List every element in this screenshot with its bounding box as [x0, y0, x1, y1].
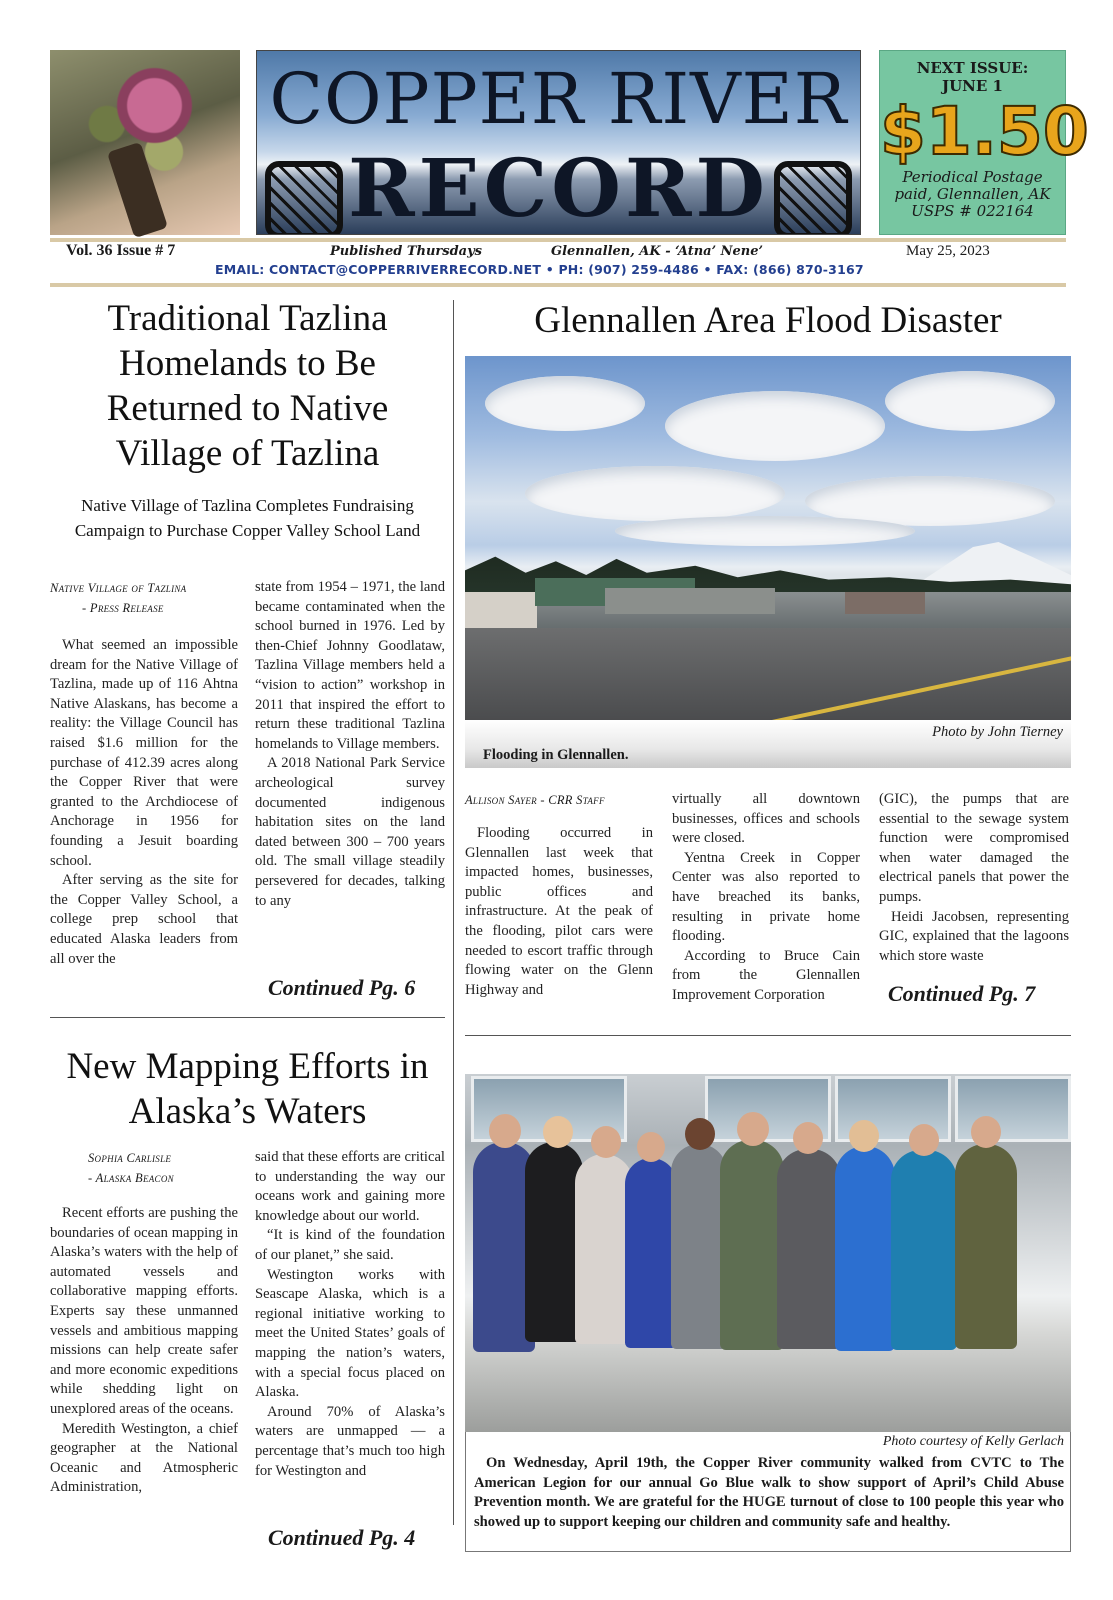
paragraph: virtually all downtown businesses, offices and schools were closed. [672, 791, 860, 847]
paragraph: Around 70% of Alaska’s waters are unmapped — a percentage that’s much too high for Westington and [255, 1403, 445, 1479]
mapping-column-1 [50, 1148, 238, 1498]
postage-line-1: Periodical Postage [902, 168, 1043, 186]
flood-column-2 [672, 790, 860, 1006]
mapping-byline-author: Sophia Carlisle [88, 1151, 172, 1165]
flood-photo-caption: Flooding in Glennallen. [483, 747, 629, 763]
paragraph: Meredith Westington, a chief geographer at the National Oceanic and Atmospheric Administration, [50, 1420, 238, 1496]
paragraph: A 2018 National Park Service archeological survey documented indigenous habitation sites on the land dated between 300 – 700 years old. The small village steadily persevered for decades, talking to any [255, 755, 445, 909]
tazlina-byline-author: Native Village of Tazlina [50, 581, 187, 595]
go-blue-caption-box [465, 1432, 1071, 1552]
paragraph: “It is kind of the foundation of our planet,” she said. [255, 1227, 445, 1263]
publication-schedule: Published Thursdays [330, 244, 482, 259]
flood-column-1 [465, 790, 653, 1000]
issue-price: $1.50 [880, 93, 1089, 170]
paragraph: Yentna Creek in Copper Center was also reported to have breached its banks, resulting in private home flooding. [672, 849, 860, 945]
column-divider [453, 300, 454, 1525]
postage-line-3: USPS # 022164 [911, 202, 1034, 220]
flood-byline: Allison Sayer - CRR Staff [465, 793, 605, 807]
contact-line[interactable]: EMAIL: CONTACT@COPPERRIVERRECORD.NET • PH: (907) 259-4486 • FAX: (866) 870-3167 [215, 262, 864, 277]
paragraph: Westington works with Seascape Alaska, which is a regional initiative working to meet the United States’ goals of mapping the nation’s waters, with a special focus placed on Alaska. [255, 1266, 445, 1401]
paragraph: Recent efforts are pushing the boundaries of ocean mapping in Alaska’s waters with the help of automated vessels and collaborative mapping efforts. Experts say these unmanned vessels and ambitious mapping missions can help create safer and more economic expeditions while shedding light on unexplored areas of the oceans. [50, 1205, 238, 1417]
flood-photo [465, 356, 1071, 720]
tazlina-headline[interactable]: Traditional Tazlina Homelands to Be Returned to Native Village of Tazlina [106, 298, 389, 474]
mapping-column-2 [255, 1148, 445, 1481]
section-rule [50, 1017, 445, 1018]
mapping-headline[interactable]: New Mapping Efforts in Alaska’s Waters [66, 1046, 429, 1132]
volume-issue: Vol. 36 Issue # 7 [66, 242, 176, 259]
newspaper-logo [256, 50, 861, 235]
flood-photo-credit: Photo by John Tierney [932, 724, 1063, 740]
mapping-continued[interactable]: Continued Pg. 4 [268, 1525, 416, 1550]
paragraph: state from 1954 – 1971, the land became contaminated when the school burned in 1976. Led by then-Chief Johnny Goodlataw, Tazlina Village members held a “vision to action” workshop in 2011 that inspired the effort to return these traditional Tazlina homelands to Village members. [255, 579, 445, 752]
section-rule [465, 1035, 1071, 1036]
price-box [879, 50, 1089, 235]
masthead-flower-photo [50, 50, 240, 235]
flood-headline[interactable]: Glennallen Area Flood Disaster [534, 300, 1002, 341]
flood-continued[interactable]: Continued Pg. 7 [888, 981, 1036, 1006]
tazlina-continued[interactable]: Continued Pg. 6 [268, 975, 416, 1000]
mapping-byline-source: - Alaska Beacon [88, 1171, 174, 1185]
go-blue-walk-photo [465, 1074, 1071, 1432]
paragraph: According to Bruce Cain from the Glennallen Improvement Corporation [672, 947, 860, 1003]
issue-date: May 25, 2023 [906, 243, 990, 259]
tazlina-column-2 [255, 578, 445, 911]
flood-column-3 [879, 790, 1069, 966]
postage-line-2: paid, Glennallen, AK [894, 185, 1051, 203]
go-blue-photo-credit: Photo courtesy of Kelly Gerlach [882, 1434, 1064, 1449]
paragraph: After serving as the site for the Copper Valley School, a college prep school that educated Alaska leaders from all over the [50, 872, 238, 967]
tazlina-subhead: Native Village of Tazlina Completes Fundraising Campaign to Purchase Copper Valley School Land [74, 496, 421, 540]
flood-photo-caption-bar [465, 720, 1071, 768]
tazlina-column-1 [50, 578, 238, 969]
paragraph: Heidi Jacobsen, representing GIC, explained that the lagoons which store waste [879, 908, 1069, 964]
paragraph: (GIC), the pumps that are essential to the sewage system function were compromised when water damaged the electrical panels that power the pumps. [879, 791, 1069, 905]
next-issue-date: JUNE 1 [942, 77, 1003, 95]
tazlina-byline-source: - Press Release [82, 601, 164, 615]
paragraph: What seemed an impossible dream for the Native Village of Tazlina, made up of 116 Ahtna Native Alaskans, has become a reality: the Village Council has raised $1.6 million for the purchase of 412.39 acres along the Copper River that were granted to the Archdiocese of Anchorage in 1956 for founding a Jesuit boarding school. [50, 637, 238, 869]
masthead-rule-top [50, 238, 1066, 242]
go-blue-caption: On Wednesday, April 19th, the Copper River community walked from CVTC to The American Legion for our annual Go Blue walk to show support of April’s Child Abuse Prevention month. We are grateful for the HUGE turnout of close to 100 people this year who showed up to support keeping our children and community safe and healthy. [474, 1455, 1064, 1530]
paragraph: said that these efforts are critical to understanding the way our oceans work and gaining more knowledge about our world. [255, 1149, 445, 1224]
logo-title-line2: RECORD [348, 141, 769, 235]
next-issue-label: NEXT ISSUE: [916, 59, 1029, 77]
logo-title-line1: COPPER RIVER [269, 58, 848, 140]
paragraph: Flooding occurred in Glennallen last week that impacted homes, businesses, public offices and infrastructure. At the peak of the flooding, pilot cars were needed to escort traffic through flowing water on the Glenn Highway and [465, 825, 653, 998]
dateline-location: Glennallen, AK - ‘Atna’ Nene’ [551, 244, 764, 259]
masthead-rule-bottom [50, 283, 1066, 287]
